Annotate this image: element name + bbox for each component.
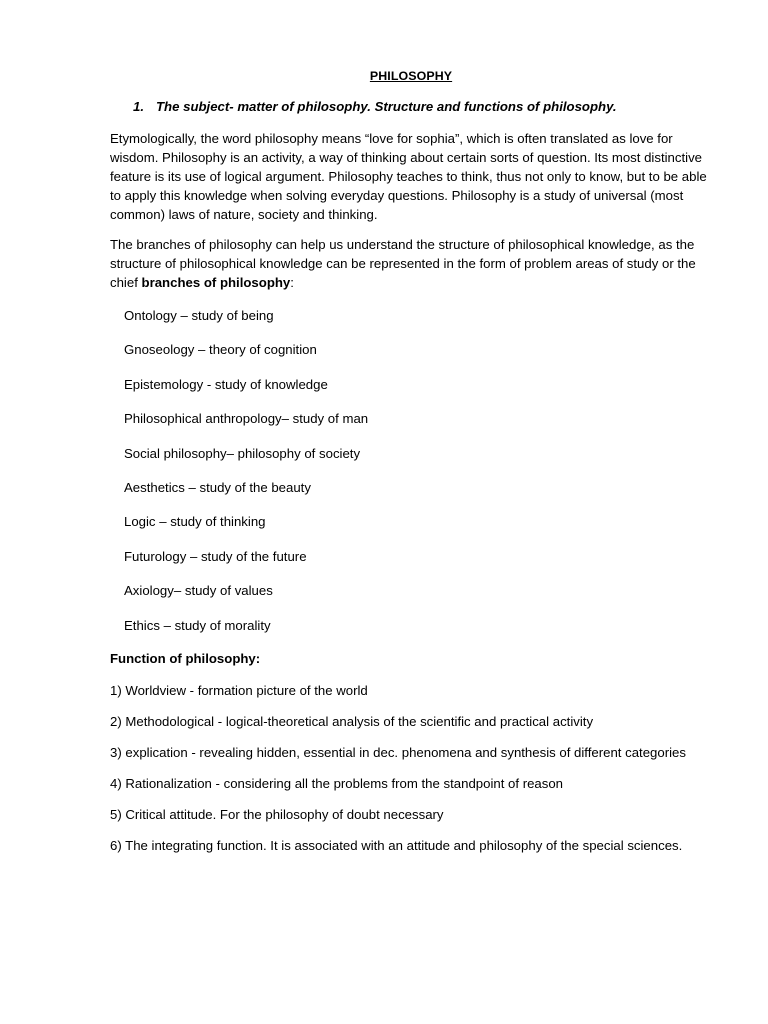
- branches-list: [124, 307, 368, 651]
- section-number: 1.: [133, 99, 144, 114]
- function-item: 5) Critical attitude. For the philosophy of doubt necessary: [110, 807, 444, 822]
- branches-paragraph-text: The branches of philosophy can help us understand the structure of philosophical knowledge, as the structure of philosophical knowledge can be represented in the form of problem areas of study or the chief: [110, 237, 696, 290]
- page-title: PHILOSOPHY: [369, 69, 453, 83]
- function-item: 2) Methodological - logical-theoretical analysis of the scientific and practical activity: [110, 714, 594, 729]
- branches-paragraph-end: :: [290, 275, 294, 290]
- branches-paragraph-bold: branches of philosophy: [141, 275, 291, 290]
- branch-item: Axiology– study of values: [124, 583, 273, 599]
- section-heading-text: The subject- matter of philosophy. Structure and functions of philosophy.: [156, 99, 617, 114]
- branch-item: Aesthetics – study of the beauty: [124, 479, 311, 495]
- function-item: 3) explication - revealing hidden, essential in dec. phenomena and synthesis of different categories: [110, 745, 686, 760]
- intro-paragraph: [110, 129, 710, 224]
- branches-paragraph: [110, 235, 710, 292]
- section-heading: [133, 99, 617, 114]
- branch-item: Social philosophy– philosophy of society: [124, 445, 361, 461]
- function-item: 6) The integrating function. It is associated with an attitude and philosophy of the special sciences.: [110, 838, 683, 853]
- function-item: 4) Rationalization - considering all the problems from the standpoint of reason: [110, 776, 564, 791]
- branch-item: Ontology – study of being: [124, 308, 274, 323]
- branch-item: Gnoseology – theory of cognition: [124, 342, 317, 358]
- branch-item: Philosophical anthropology– study of man: [124, 411, 369, 427]
- intro-paragraph-text: Etymologically, the word philosophy means “love for sophia”, which is often translated as love for wisdom. Philosophy is an activity, a way of thinking about certain sorts of question. Its most distinctive feature is its use of logical argument. Philosophy teaches to think, thus not only to know, but to be able to apply this knowledge when solving everyday questions. Philosophy is a study of universal (most common) laws of nature, society and thinking.: [110, 131, 707, 222]
- branch-item: Futurology – study of the future: [124, 548, 307, 564]
- branch-item: Epistemology - study of knowledge: [124, 376, 328, 392]
- branch-item: Logic – study of thinking: [124, 514, 266, 530]
- branch-item: Ethics – study of morality: [124, 617, 271, 633]
- function-item: 1) Worldview - formation picture of the world: [110, 683, 368, 698]
- functions-list: [110, 682, 686, 868]
- functions-heading: Function of philosophy:: [110, 651, 261, 666]
